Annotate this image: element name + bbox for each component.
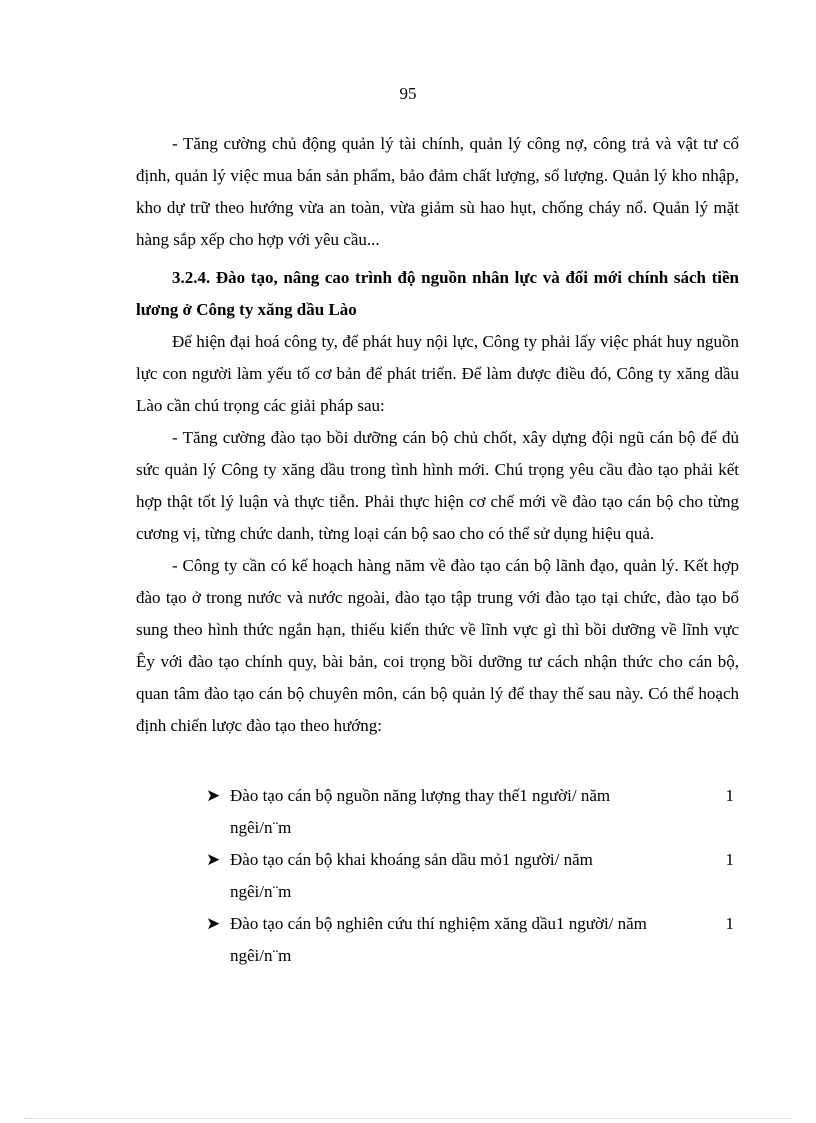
paragraph-intro: Để hiện đại hoá công ty, để phát huy nội lực, Công ty phải lấy việc phát huy nguồn lực con người làm yếu tố cơ bản để phát triển. Để làm được điều đó, Công ty xăng dầu Lào cần chú trọng các giải pháp sau: — [136, 332, 739, 415]
bullet-continuation: ngêi/n¨m — [230, 882, 292, 901]
bullet-text: Đào tạo cán bộ nghiên cứu thí nghiệm xăng dầu1 người/ năm — [230, 914, 647, 933]
paragraph-training-key-staff: - Tăng cường đào tạo bồi dưỡng cán bộ chủ chốt, xây dựng đội ngũ cán bộ để đủ sức quản lý Công ty xăng dầu trong tình hình mới. Chú trọng yêu cầu đào tạo phải kết hợp thật tốt lý luận và thực tiễn. Phải thực hiện cơ chế mới về đào tạo cán bộ cho từng cương vị, từng chức danh, từng loại cán bộ sao cho có thể sử dụng hiệu quả. — [136, 428, 739, 543]
list-item — [206, 844, 740, 908]
paragraph-finance-management: - Tăng cường chủ động quản lý tài chính, quản lý công nợ, công trả và vật tư cố định, quản lý việc mua bán sản phẩm, bảo đảm chất lượng, số lượng. Quản lý kho nhập, kho dự trữ theo hướng vừa an toàn, vừa giảm sù hao hụt, chống cháy nổ. Quản lý mặt hàng sắp xếp cho hợp với yêu cầu... — [136, 134, 739, 249]
section-heading: 3.2.4. Đào tạo, nâng cao trình độ nguồn nhân lực và đổi mới chính sách tiền lương ở Công ty xăng dầu Lào — [136, 268, 739, 319]
bullet-number: 1 — [725, 850, 734, 869]
arrow-bullet-icon: ➤ — [206, 914, 221, 933]
page-bottom-divider — [24, 1118, 792, 1119]
list-item — [206, 908, 740, 972]
bullet-number: 1 — [725, 786, 734, 805]
list-item — [206, 780, 740, 844]
page-number: 95 — [399, 84, 417, 103]
training-bullet-list — [206, 780, 740, 972]
arrow-bullet-icon: ➤ — [206, 786, 221, 805]
bullet-continuation: ngêi/n¨m — [230, 946, 292, 965]
arrow-bullet-icon: ➤ — [206, 850, 221, 869]
bullet-continuation: ngêi/n¨m — [230, 818, 292, 837]
bullet-text: Đào tạo cán bộ khai khoáng sản dầu mỏ1 người/ năm — [230, 850, 593, 869]
bullet-text: Đào tạo cán bộ nguồn năng lượng thay thế1 người/ năm — [230, 786, 611, 805]
paragraph-annual-plan: - Công ty cần có kế hoạch hàng năm về đào tạo cán bộ lãnh đạo, quản lý. Kết hợp đào tạo ở trong nước và nước ngoài, đào tạo tập trung với đào tạo tại chức, đào tạo bổ sung theo hình thức ngắn hạn, thiếu kiến thức về lĩnh vực gì thì bồi dưỡng về lĩnh vực Êy với đào tạo chính quy, bài bản, coi trọng bồi dưỡng tư cách nhận thức cho cán bộ, quan tâm đào tạo cán bộ chuyên môn, cán bộ quản lý để thay thế sau này. Có thể hoạch định chiến lược đào tạo theo hướng: — [136, 556, 739, 735]
document-body — [136, 128, 739, 742]
bullet-number: 1 — [725, 914, 734, 933]
